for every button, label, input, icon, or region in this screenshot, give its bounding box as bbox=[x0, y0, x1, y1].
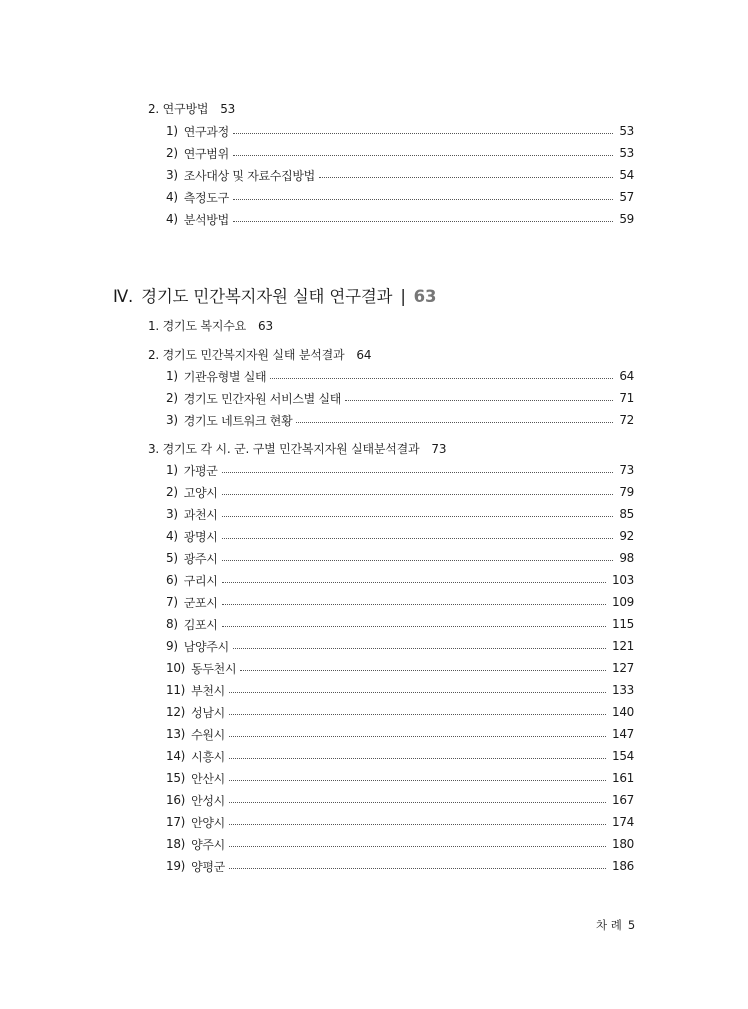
entry-title: 경기도 민간자원 서비스별 실태 bbox=[183, 391, 342, 406]
chapter-page: 63 bbox=[413, 287, 437, 306]
dot-leader bbox=[345, 400, 613, 401]
entry-title: 안성시 bbox=[191, 793, 225, 808]
dot-leader bbox=[229, 758, 606, 759]
toc-entry[interactable] bbox=[166, 144, 634, 162]
entry-number: 4) bbox=[166, 212, 178, 226]
entry-page: 140 bbox=[611, 705, 634, 719]
dot-leader bbox=[222, 516, 614, 517]
entry-title: 성남시 bbox=[191, 705, 225, 720]
entry-title: 부천시 bbox=[191, 683, 225, 698]
entry-number: 1) bbox=[166, 463, 178, 477]
toc-entry[interactable] bbox=[166, 389, 634, 407]
toc-section-heading bbox=[148, 317, 273, 334]
entry-number: 4) bbox=[166, 190, 178, 204]
entry-number: 7) bbox=[166, 595, 178, 609]
entry-number: 12) bbox=[166, 705, 186, 719]
entry-title: 광명시 bbox=[183, 529, 218, 544]
entry-page: 53 bbox=[619, 124, 634, 138]
toc-section-heading bbox=[148, 346, 371, 363]
page-number: 5 bbox=[627, 918, 636, 932]
entry-page: 167 bbox=[611, 793, 634, 807]
toc-entry[interactable] bbox=[166, 461, 634, 479]
entry-number: 8) bbox=[166, 617, 178, 631]
entry-title: 고양시 bbox=[183, 485, 218, 500]
footer-label: 차 례 bbox=[596, 918, 622, 932]
entry-number: 5) bbox=[166, 551, 178, 565]
dot-leader bbox=[233, 155, 613, 156]
entry-page: 73 bbox=[619, 463, 634, 477]
section-title: 3. 경기도 각 시. 군. 구별 민간복지자원 실태분석결과 bbox=[148, 442, 420, 456]
entry-page: 103 bbox=[611, 573, 634, 587]
toc-entry[interactable] bbox=[166, 188, 634, 206]
entry-title: 경기도 네트워크 현황 bbox=[183, 413, 293, 428]
dot-leader bbox=[296, 422, 613, 423]
entry-title: 연구과정 bbox=[183, 124, 229, 139]
dot-leader bbox=[222, 626, 606, 627]
entry-title: 동두천시 bbox=[191, 661, 237, 676]
entry-title: 조사대상 및 자료수집방법 bbox=[183, 168, 315, 183]
entry-title: 안양시 bbox=[191, 815, 225, 830]
entry-page: 85 bbox=[619, 507, 634, 521]
toc-entry[interactable] bbox=[166, 725, 634, 743]
section-title: 1. 경기도 복지수요 bbox=[148, 319, 247, 333]
toc-entry[interactable] bbox=[166, 505, 634, 523]
entry-number: 3) bbox=[166, 168, 178, 182]
toc-entry[interactable] bbox=[166, 527, 634, 545]
toc-entry[interactable] bbox=[166, 615, 634, 633]
entry-number: 3) bbox=[166, 413, 178, 427]
section-title: 2. 연구방법 bbox=[148, 102, 209, 116]
entry-page: 54 bbox=[619, 168, 634, 182]
entry-page: 71 bbox=[619, 391, 634, 405]
entry-page: 57 bbox=[619, 190, 634, 204]
section-title: 2. 경기도 민간복지자원 실태 분석결과 bbox=[148, 348, 345, 362]
dot-leader bbox=[229, 802, 606, 803]
section-page: 63 bbox=[258, 319, 273, 333]
entry-number: 2) bbox=[166, 146, 178, 160]
dot-leader bbox=[222, 582, 606, 583]
entry-number: 14) bbox=[166, 749, 186, 763]
entry-page: 115 bbox=[611, 617, 634, 631]
dot-leader bbox=[270, 378, 613, 379]
entry-title: 측정도구 bbox=[183, 190, 229, 205]
toc-entry[interactable] bbox=[166, 593, 634, 611]
entry-page: 92 bbox=[619, 529, 634, 543]
section-page: 73 bbox=[431, 442, 447, 456]
entry-number: 11) bbox=[166, 683, 186, 697]
chapter-heading[interactable] bbox=[113, 283, 436, 307]
entry-page: 154 bbox=[611, 749, 634, 763]
entry-title: 광주시 bbox=[183, 551, 218, 566]
dot-leader bbox=[233, 133, 613, 134]
toc-entry[interactable] bbox=[166, 769, 634, 787]
toc-entry[interactable] bbox=[166, 747, 634, 765]
dot-leader bbox=[233, 199, 613, 200]
entry-number: 4) bbox=[166, 529, 178, 543]
entry-title: 양주시 bbox=[191, 837, 225, 852]
section-page: 64 bbox=[356, 348, 372, 362]
entry-page: 109 bbox=[611, 595, 634, 609]
dot-leader bbox=[229, 736, 606, 737]
entry-number: 13) bbox=[166, 727, 186, 741]
entry-number: 9) bbox=[166, 639, 178, 653]
entry-page: 72 bbox=[619, 413, 634, 427]
toc-entry[interactable] bbox=[166, 483, 634, 501]
entry-number: 15) bbox=[166, 771, 186, 785]
entry-title: 분석방법 bbox=[183, 212, 229, 227]
entry-page: 98 bbox=[619, 551, 634, 565]
entry-title: 안산시 bbox=[191, 771, 225, 786]
toc-entry[interactable] bbox=[166, 549, 634, 567]
entry-page: 161 bbox=[611, 771, 634, 785]
dot-leader bbox=[233, 221, 613, 222]
entry-title: 남양주시 bbox=[183, 639, 229, 654]
dot-leader bbox=[233, 648, 606, 649]
entry-title: 시흥시 bbox=[191, 749, 225, 764]
dot-leader bbox=[240, 670, 606, 671]
dot-leader bbox=[229, 868, 606, 869]
toc-entry[interactable] bbox=[166, 411, 634, 429]
entry-number: 1) bbox=[166, 124, 178, 138]
toc-entry[interactable] bbox=[166, 210, 634, 228]
dot-leader bbox=[319, 177, 613, 178]
entry-title: 수원시 bbox=[191, 727, 225, 742]
entry-page: 64 bbox=[619, 369, 634, 383]
entry-page: 186 bbox=[611, 859, 634, 873]
entry-number: 2) bbox=[166, 391, 178, 405]
toc-entry[interactable] bbox=[166, 637, 634, 655]
entry-page: 174 bbox=[611, 815, 634, 829]
entry-title: 기관유형별 실태 bbox=[183, 369, 267, 384]
entry-number: 2) bbox=[166, 485, 178, 499]
toc-entry[interactable] bbox=[166, 166, 634, 184]
entry-number: 1) bbox=[166, 369, 178, 383]
entry-title: 구리시 bbox=[183, 573, 218, 588]
chapter-number: Ⅳ. bbox=[113, 287, 134, 306]
dot-leader bbox=[229, 780, 606, 781]
toc-entry[interactable] bbox=[166, 791, 634, 809]
dot-leader bbox=[222, 604, 606, 605]
entry-page: 53 bbox=[619, 146, 634, 160]
dot-leader bbox=[229, 692, 606, 693]
toc-entry[interactable] bbox=[166, 813, 634, 831]
entry-title: 가평군 bbox=[183, 463, 218, 478]
toc-entry[interactable] bbox=[166, 571, 634, 589]
entry-page: 127 bbox=[611, 661, 634, 675]
entry-number: 17) bbox=[166, 815, 186, 829]
entry-page: 59 bbox=[619, 212, 634, 226]
entry-title: 군포시 bbox=[183, 595, 218, 610]
entry-page: 121 bbox=[611, 639, 634, 653]
dot-leader bbox=[222, 538, 614, 539]
entry-title: 연구범위 bbox=[183, 146, 229, 161]
page-footer bbox=[596, 917, 635, 933]
entry-number: 10) bbox=[166, 661, 186, 675]
toc-entry[interactable] bbox=[166, 659, 634, 677]
toc-section-heading bbox=[148, 440, 446, 457]
toc-entry[interactable] bbox=[166, 703, 634, 721]
dot-leader bbox=[222, 494, 614, 495]
dot-leader bbox=[229, 824, 606, 825]
toc-section-heading bbox=[148, 100, 235, 117]
entry-title: 과천시 bbox=[183, 507, 218, 522]
entry-number: 16) bbox=[166, 793, 186, 807]
dot-leader bbox=[222, 560, 614, 561]
entry-title: 양평군 bbox=[191, 859, 225, 874]
entry-title: 김포시 bbox=[183, 617, 218, 632]
toc-entry[interactable] bbox=[166, 367, 634, 385]
toc-entry[interactable] bbox=[166, 835, 634, 853]
entry-number: 6) bbox=[166, 573, 178, 587]
entry-number: 18) bbox=[166, 837, 186, 851]
dot-leader bbox=[229, 846, 606, 847]
entry-number: 19) bbox=[166, 859, 186, 873]
dot-leader bbox=[229, 714, 606, 715]
entry-number: 3) bbox=[166, 507, 178, 521]
section-page: 53 bbox=[220, 102, 236, 116]
chapter-separator: | bbox=[400, 287, 406, 306]
toc-entry[interactable] bbox=[166, 857, 634, 875]
entry-page: 79 bbox=[619, 485, 634, 499]
chapter-title: 경기도 민간복지자원 실태 연구결과 bbox=[141, 287, 393, 306]
toc-entry[interactable] bbox=[166, 681, 634, 699]
entry-page: 133 bbox=[611, 683, 634, 697]
entry-page: 180 bbox=[611, 837, 634, 851]
dot-leader bbox=[222, 472, 614, 473]
toc-entry[interactable] bbox=[166, 122, 634, 140]
entry-page: 147 bbox=[611, 727, 634, 741]
